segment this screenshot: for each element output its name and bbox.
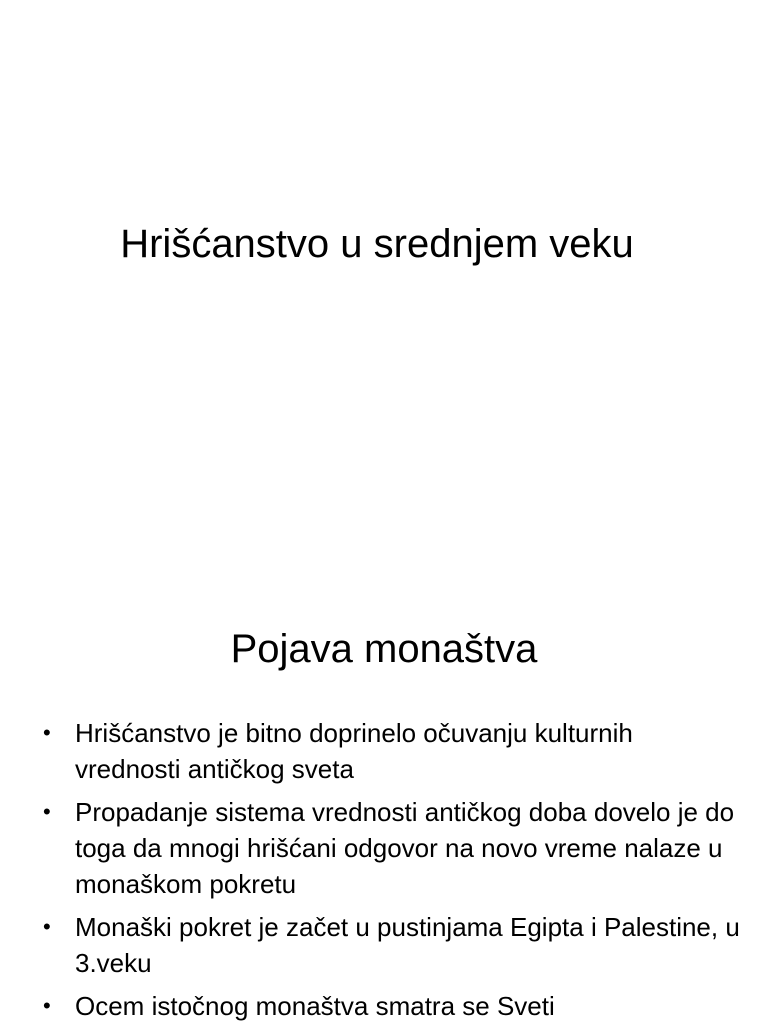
bullet-item xyxy=(40,715,740,787)
bullet-text: Monaški pokret je začet u pustinjama Egipta i Palestine, u 3.veku xyxy=(75,912,740,978)
bullet-text: Hrišćanstvo je bitno doprinelo očuvanju kulturnih vrednosti antičkog sveta xyxy=(75,718,633,784)
bullet-item xyxy=(40,988,740,1024)
slide-2-title: Pojava monaštva xyxy=(230,627,538,671)
bullet-text: Propadanje sistema vrednosti antičkog doba dovelo je do toga da mnogi hrišćani odgovor na novo vreme nalaze u monaškom pokretu xyxy=(75,797,735,899)
bullet-text: Ocem istočnog monaštva smatra se Sveti xyxy=(75,991,555,1021)
bullet-icon: • xyxy=(43,799,51,824)
bullet-item xyxy=(40,909,740,981)
slide-1-title: Hrišćanstvo u srednjem veku xyxy=(120,222,634,266)
slide-content xyxy=(0,576,768,1024)
bullet-list xyxy=(40,715,740,1024)
bullet-icon: • xyxy=(43,993,51,1018)
bullet-item xyxy=(40,794,740,902)
bullet-icon: • xyxy=(43,720,51,745)
bullet-icon: • xyxy=(43,914,51,939)
